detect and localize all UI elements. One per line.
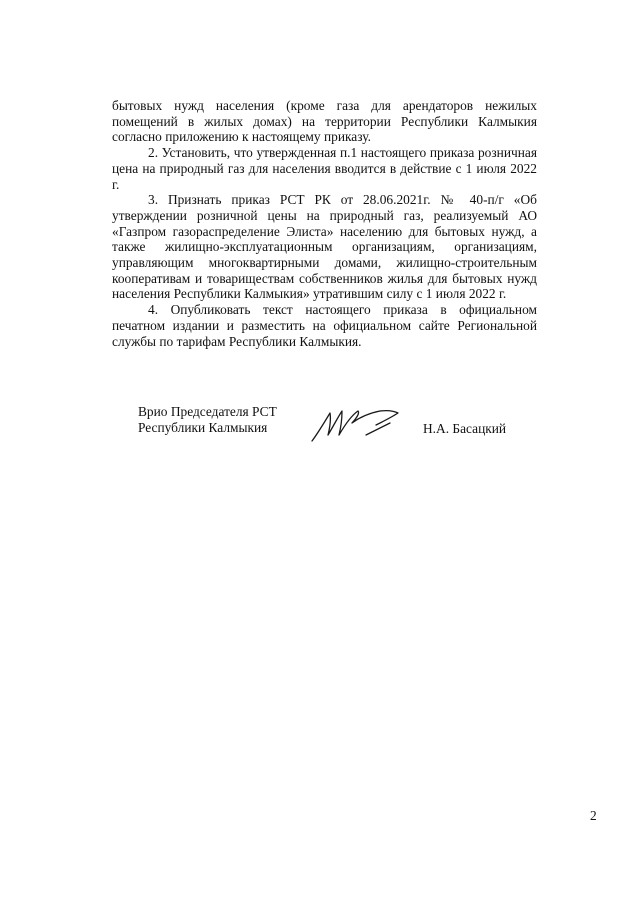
signer-name: Н.А. Басацкий <box>423 421 507 436</box>
signatory-position <box>138 404 277 436</box>
paragraph-3: 3. Признать приказ РСТ РК от 28.06.2021г. № 40-п/г «Об утверждении розничной цены на природный газ, реализуемый АО «Газпром газораспределение Элиста» населению для бытовых нужд, а также жилищно-эксплуатационным организациям, организациям, управляющим многоквартирными домами, жилищно-строительным кооперативам и товариществам собственников жилья для бытовых нужд населения Республики Калмыкия» утратившим силу с 1 июля 2022 г. <box>112 192 537 302</box>
handwritten-signature <box>308 405 403 445</box>
position-line-2: Республики Калмыкия <box>138 420 268 435</box>
paragraph-continuation: бытовых нужд населения (кроме газа для арендаторов нежилых помещений в жилых домах) на территории Республики Калмыкия согласно приложению к настоящему приказу. <box>112 98 537 145</box>
paragraph-4: 4. Опубликовать текст настоящего приказа в официальном печатном издании и разместить на официальном сайте Региональной службы по тарифам Республики Калмыкия. <box>112 302 537 349</box>
page-number: 2 <box>590 808 597 823</box>
position-line-1: Врио Председателя РСТ <box>138 404 277 419</box>
paragraph-2: 2. Установить, что утвержденная п.1 настоящего приказа розничная цена на природный газ для населения вводится в действие с 1 июля 2022 г. <box>112 145 537 192</box>
document-body <box>112 98 537 349</box>
